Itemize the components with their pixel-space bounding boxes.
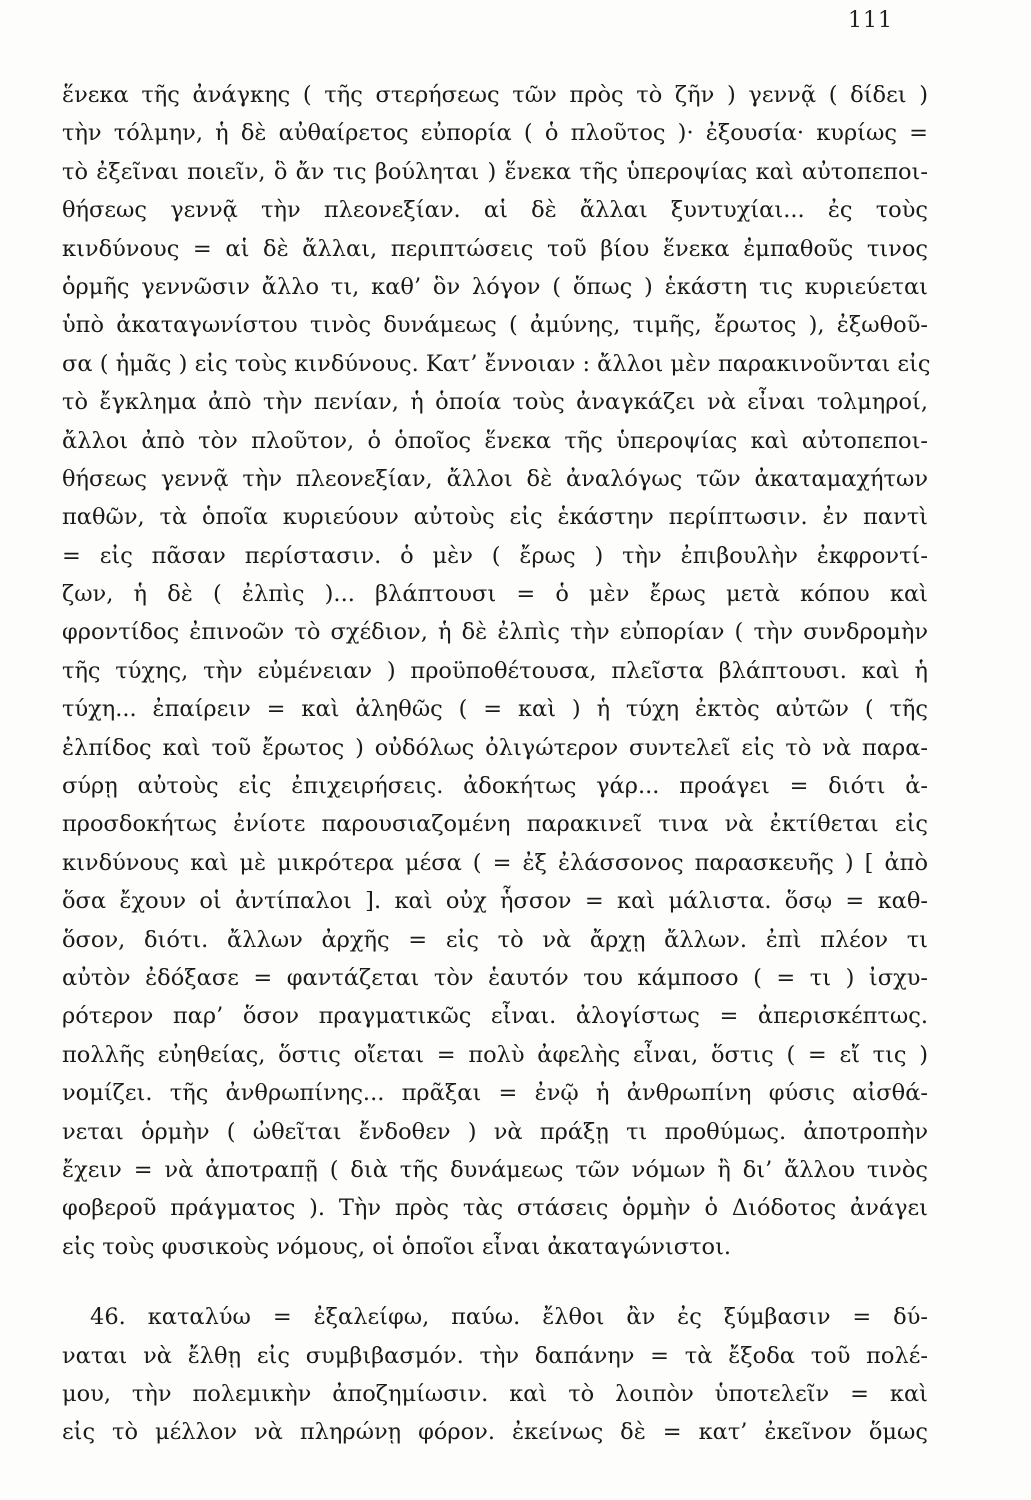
text-line: σα ( ἡμᾶς ) εἰς τοὺς κινδύνους. Κατ’ ἔννοιαν : ἄλλοι μὲν παρακινοῦνται εἰς [62, 350, 931, 377]
text-line-first [62, 1298, 928, 1336]
text-line: φροντίδος ἐπινοῶν τὸ σχέδιον, ἡ δὲ ἐλπὶς τὴν εὐπορίαν ( τὴν συνδρομὴν [62, 619, 928, 646]
text-line: ἐλπίδος καὶ τοῦ ἔρωτος ) οὐδόλως ὀλιγώτερον συντελεῖ εἰς τὸ νὰ παρα- [62, 734, 928, 761]
page-number: 111 [848, 8, 893, 33]
text-line: πολλῆς εὐηθείας, ὅστις οἴεται = πολὺ ἀφελὴς εἶναι, ὅστις ( = εἴ τις ) [62, 1041, 928, 1068]
text-line: ζων, ἡ δὲ ( ἐλπὶς )... βλάπτουσι = ὁ μὲν ἔρως μετὰ κόπου καὶ [62, 581, 928, 608]
text-line: νεται ὁρμὴν ( ὠθεῖται ἔνδοθεν ) νὰ πράξῃ τι προθύμως. ἀποτροπὴν [62, 1118, 928, 1145]
text-line: κινδύνους καὶ μὲ μικρότερα μέσα ( = ἐξ ἐλάσσονος παρασκευῆς ) [ ἀπὸ [62, 849, 928, 876]
text-line: σύρῃ αὐτοὺς εἰς ἐπιχειρήσεις. ἀδοκήτως γάρ... προάγει = διότι ἀ- [62, 773, 928, 800]
text-line: ἕνεκα τῆς ἀνάγκης ( τῆς στερήσεως τῶν πρὸς τὸ ζῆν ) γεννᾷ ( δίδει ) [62, 82, 928, 108]
text-line: προσδοκήτως ἐνίοτε παρουσιαζομένη παρακινεῖ τινα νὰ ἐκτίθεται εἰς [62, 811, 928, 838]
text-line: ὑπὸ ἀκαταγωνίστου τινὸς δυνάμεως ( ἀμύνης, τιμῆς, ἔρωτος ), ἐξωθοῦ- [62, 312, 928, 339]
text-line: ρότερον παρ’ ὅσον πραγματικῶς εἶναι. ἀλογίστως = ἀπερισκέπτως. [62, 1003, 928, 1030]
text-line: εἰς τὸ μέλλον νὰ πληρώνῃ φόρον. ἐκείνως δὲ = κατ’ ἐκεῖνον ὅμως [62, 1419, 928, 1446]
text-line: καταλύω = ἐξαλείφω, παύω. ἔλθοι ἂν ἐς ξύμβασιν = δύ- [147, 1304, 928, 1331]
text-line: θήσεως γεννᾷ τὴν πλεονεξίαν, ἄλλοι δὲ ἀναλόγως τῶν ἀκαταμαχήτων [62, 465, 928, 492]
text-line: νομίζει. τῆς ἀνθρωπίνης... πρᾶξαι = ἐνῷ ἡ ἀνθρωπίνη φύσις αἰσθά- [62, 1080, 928, 1107]
text-line: τὸ ἔγκλημα ἀπὸ τὴν πενίαν, ἡ ὁποία τοὺς ἀναγκάζει νὰ εἶναι τολμηροί, [62, 389, 928, 416]
text-line: τὴν τόλμην, ἡ δὲ αὐθαίρετος εὐπορία ( ὁ πλοῦτος )· ἐξουσία· κυρίως = [62, 120, 928, 147]
paragraph-commentary [62, 76, 931, 1266]
text-line: αὐτὸν ἐδόξασε = φαντάζεται τὸν ἑαυτόν του κάμποσο ( = τι ) ἰσχυ- [62, 964, 928, 991]
text-line: εἰς τοὺς φυσικοὺς νόμους, οἱ ὁποῖοι εἶναι ἀκαταγώνιστοι. [62, 1233, 732, 1260]
text-line: παθῶν, τὰ ὁποῖα κυριεύουν αὐτοὺς εἰς ἑκάστην περίπτωσιν. ἐν παντὶ [62, 504, 928, 531]
text-line: ὁρμῆς γεννῶσιν ἄλλο τι, καθ’ ὃν λόγον ( ὅπως ) ἑκάστη τις κυριεύεται [62, 273, 928, 300]
paragraph-section-46 [62, 1298, 928, 1452]
text-line: ναται νὰ ἔλθῃ εἰς συμβιβασμόν. τὴν δαπάνην = τὰ ἔξοδα τοῦ πολέ- [62, 1342, 928, 1369]
text-line: θήσεως γεννᾷ τὴν πλεονεξίαν. αἱ δὲ ἄλλαι ξυντυχίαι... ἐς τοὺς [62, 197, 928, 224]
text-line: ἄλλοι ἀπὸ τὸν πλοῦτον, ὁ ὁποῖος ἕνεκα τῆς ὑπεροψίας καὶ αὐτοπεποι- [62, 427, 928, 454]
text-line: τὸ ἐξεῖναι ποιεῖν, ὃ ἄν τις βούληται ) ἕνεκα τῆς ὑπεροψίας καὶ αὐτοπεποι- [62, 158, 928, 185]
text-line: ὅσα ἔχουν οἱ ἀντίπαλοι ]. καὶ οὐχ ἧσσον = καὶ μάλιστα. ὅσῳ = καθ- [62, 888, 928, 915]
text-line: φοβεροῦ πράγματος ). Τὴν πρὸς τὰς στάσεις ὁρμὴν ὁ Διόδοτος ἀνάγει [62, 1195, 928, 1222]
commentary-text [62, 76, 931, 1452]
paragraph-spacer [62, 1266, 928, 1298]
text-line: τύχη... ἐπαίρειν = καὶ ἀληθῶς ( = καὶ ) ἡ τύχη ἐκτὸς αὐτῶν ( τῆς [62, 696, 928, 723]
text-line: ὅσον, διότι. ἄλλων ἀρχῆς = εἰς τὸ νὰ ἄρχῃ ἄλλων. ἐπὶ πλέον τι [62, 926, 928, 953]
text-line: ἔχειν = νὰ ἀποτραπῇ ( διὰ τῆς δυνάμεως τῶν νόμων ἢ δι’ ἄλλου τινὸς [62, 1156, 928, 1183]
text-line: μου, τὴν πολεμικὴν ἀποζημίωσιν. καὶ τὸ λοιπὸν ὑποτελεῖν = καὶ [62, 1380, 928, 1407]
text-line: = εἰς πᾶσαν περίστασιν. ὁ μὲν ( ἔρως ) τὴν ἐπιβουλὴν ἐκφροντί- [62, 542, 928, 569]
text-line: τῆς τύχης, τὴν εὐμένειαν ) προϋποθέτουσα, πλεῖστα βλάπτουσι. καὶ ἡ [62, 657, 928, 684]
text-line: κινδύνους = αἱ δὲ ἄλλαι, περιπτώσεις τοῦ βίου ἕνεκα ἐμπαθοῦς τινος [62, 235, 928, 262]
section-number: 46. [90, 1304, 126, 1331]
